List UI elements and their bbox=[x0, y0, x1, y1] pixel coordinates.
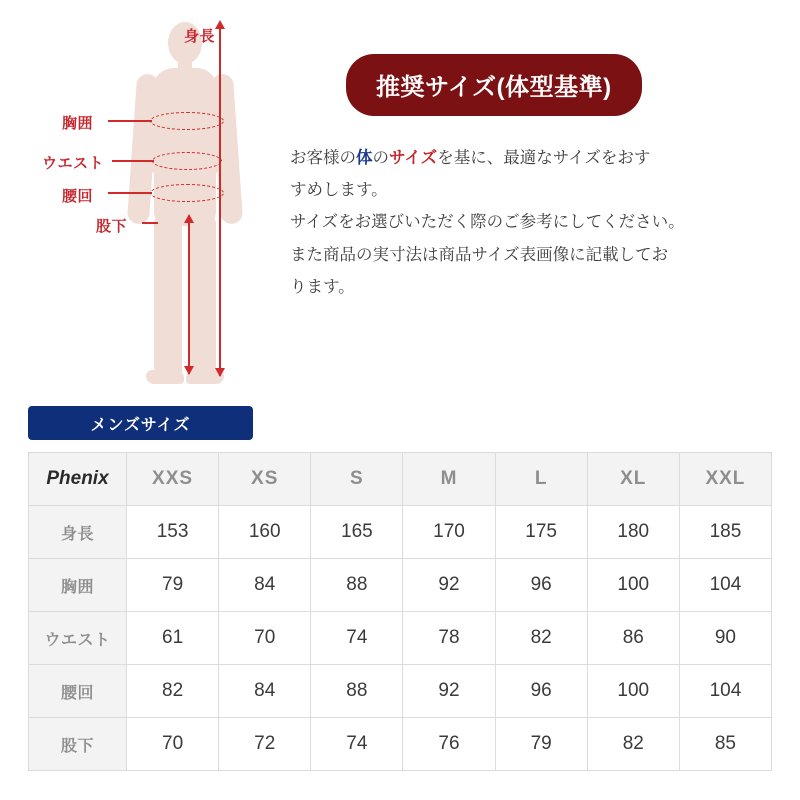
cell-height-xxs: 153 bbox=[127, 506, 219, 559]
height-arrow-line bbox=[219, 28, 221, 376]
cell-inseam-xxs: 70 bbox=[127, 718, 219, 771]
cell-chest-xl: 100 bbox=[587, 559, 679, 612]
cell-hip-xxl: 104 bbox=[679, 665, 771, 718]
diagram-label-hip: 腰回 bbox=[62, 188, 94, 205]
column-header-s: S bbox=[311, 453, 403, 506]
cell-chest-xxl: 104 bbox=[679, 559, 771, 612]
hip-measure-ellipse-icon bbox=[150, 184, 224, 202]
cell-height-s: 165 bbox=[311, 506, 403, 559]
row-header-inseam: 股下 bbox=[29, 718, 127, 771]
cell-inseam-xl: 82 bbox=[587, 718, 679, 771]
body-measurement-diagram bbox=[40, 0, 310, 395]
cell-hip-xxs: 82 bbox=[127, 665, 219, 718]
diagram-label-waist: ウエスト bbox=[42, 155, 105, 172]
figure-left-leg-shape bbox=[154, 214, 182, 374]
cell-hip-s: 88 bbox=[311, 665, 403, 718]
size-chart-table bbox=[28, 452, 772, 771]
cell-waist-l: 82 bbox=[495, 612, 587, 665]
cell-height-xl: 180 bbox=[587, 506, 679, 559]
cell-chest-s: 88 bbox=[311, 559, 403, 612]
cell-waist-xxl: 90 bbox=[679, 612, 771, 665]
info-line-1 bbox=[290, 142, 780, 174]
figure-right-leg-shape bbox=[188, 214, 216, 374]
column-header-xl: XL bbox=[587, 453, 679, 506]
cell-waist-xl: 86 bbox=[587, 612, 679, 665]
diagram-label-height: 身長 bbox=[184, 28, 216, 45]
info-line1-part3: の bbox=[372, 149, 389, 167]
info-line-3: サイズをお選びいただく際のご参考にしてください。 bbox=[290, 213, 685, 232]
cell-inseam-xxl: 85 bbox=[679, 718, 771, 771]
column-header-m: M bbox=[403, 453, 495, 506]
chest-leader-line bbox=[108, 120, 152, 122]
cell-chest-xxs: 79 bbox=[127, 559, 219, 612]
info-line1-part5: を基に、最適なサイズをおす bbox=[437, 149, 651, 167]
column-header-xxl: XXL bbox=[679, 453, 771, 506]
cell-inseam-l: 79 bbox=[495, 718, 587, 771]
cell-chest-l: 96 bbox=[495, 559, 587, 612]
table-row bbox=[29, 612, 772, 665]
waist-measure-ellipse-icon bbox=[152, 152, 222, 170]
column-header-l: L bbox=[495, 453, 587, 506]
cell-height-m: 170 bbox=[403, 506, 495, 559]
figure-left-foot-shape bbox=[146, 370, 184, 384]
info-highlight-size: サイズ bbox=[389, 149, 438, 167]
inseam-leader-line bbox=[142, 222, 158, 224]
cell-hip-xl: 100 bbox=[587, 665, 679, 718]
info-description bbox=[290, 142, 780, 303]
table-header-row bbox=[29, 453, 772, 506]
inseam-arrow-up-icon bbox=[184, 214, 194, 223]
page-title: 推奨サイズ(体型基準) bbox=[346, 54, 642, 116]
chest-measure-ellipse-icon bbox=[150, 112, 224, 130]
row-header-waist: ウエスト bbox=[29, 612, 127, 665]
cell-height-l: 175 bbox=[495, 506, 587, 559]
inseam-arrow-down-icon bbox=[184, 366, 194, 375]
table-row bbox=[29, 665, 772, 718]
cell-inseam-xs: 72 bbox=[219, 718, 311, 771]
info-panel bbox=[290, 54, 780, 303]
diagram-label-inseam: 股下 bbox=[96, 218, 128, 235]
cell-waist-xxs: 61 bbox=[127, 612, 219, 665]
top-section bbox=[0, 0, 800, 395]
height-arrow-up-icon bbox=[215, 20, 225, 29]
cell-height-xs: 160 bbox=[219, 506, 311, 559]
diagram-label-chest: 胸囲 bbox=[62, 115, 94, 132]
waist-leader-line bbox=[112, 160, 154, 162]
inseam-arrow-line bbox=[188, 222, 190, 374]
info-line-2: すめします。 bbox=[290, 181, 388, 200]
info-line-4: また商品の実寸法は商品サイズ表画像に記載してお bbox=[290, 245, 669, 264]
cell-height-xxl: 185 bbox=[679, 506, 771, 559]
info-line1-part1: お客様の bbox=[290, 149, 356, 167]
cell-inseam-m: 76 bbox=[403, 718, 495, 771]
info-highlight-body: 体 bbox=[356, 149, 373, 167]
cell-waist-xs: 70 bbox=[219, 612, 311, 665]
table-row bbox=[29, 718, 772, 771]
column-header-xs: XS bbox=[219, 453, 311, 506]
height-arrow-down-icon bbox=[215, 368, 225, 377]
row-header-height: 身長 bbox=[29, 506, 127, 559]
row-header-chest: 胸囲 bbox=[29, 559, 127, 612]
table-row bbox=[29, 506, 772, 559]
hip-leader-line bbox=[108, 192, 152, 194]
cell-waist-s: 74 bbox=[311, 612, 403, 665]
section-tab-mens-size: メンズサイズ bbox=[28, 406, 253, 440]
row-header-hip: 腰回 bbox=[29, 665, 127, 718]
brand-logo: Phenix bbox=[29, 453, 127, 506]
cell-hip-xs: 84 bbox=[219, 665, 311, 718]
cell-hip-m: 92 bbox=[403, 665, 495, 718]
info-line-5: ります。 bbox=[290, 277, 355, 296]
column-header-xxs: XXS bbox=[127, 453, 219, 506]
cell-hip-l: 96 bbox=[495, 665, 587, 718]
cell-chest-m: 92 bbox=[403, 559, 495, 612]
cell-inseam-s: 74 bbox=[311, 718, 403, 771]
cell-waist-m: 78 bbox=[403, 612, 495, 665]
table-row bbox=[29, 559, 772, 612]
cell-chest-xs: 84 bbox=[219, 559, 311, 612]
